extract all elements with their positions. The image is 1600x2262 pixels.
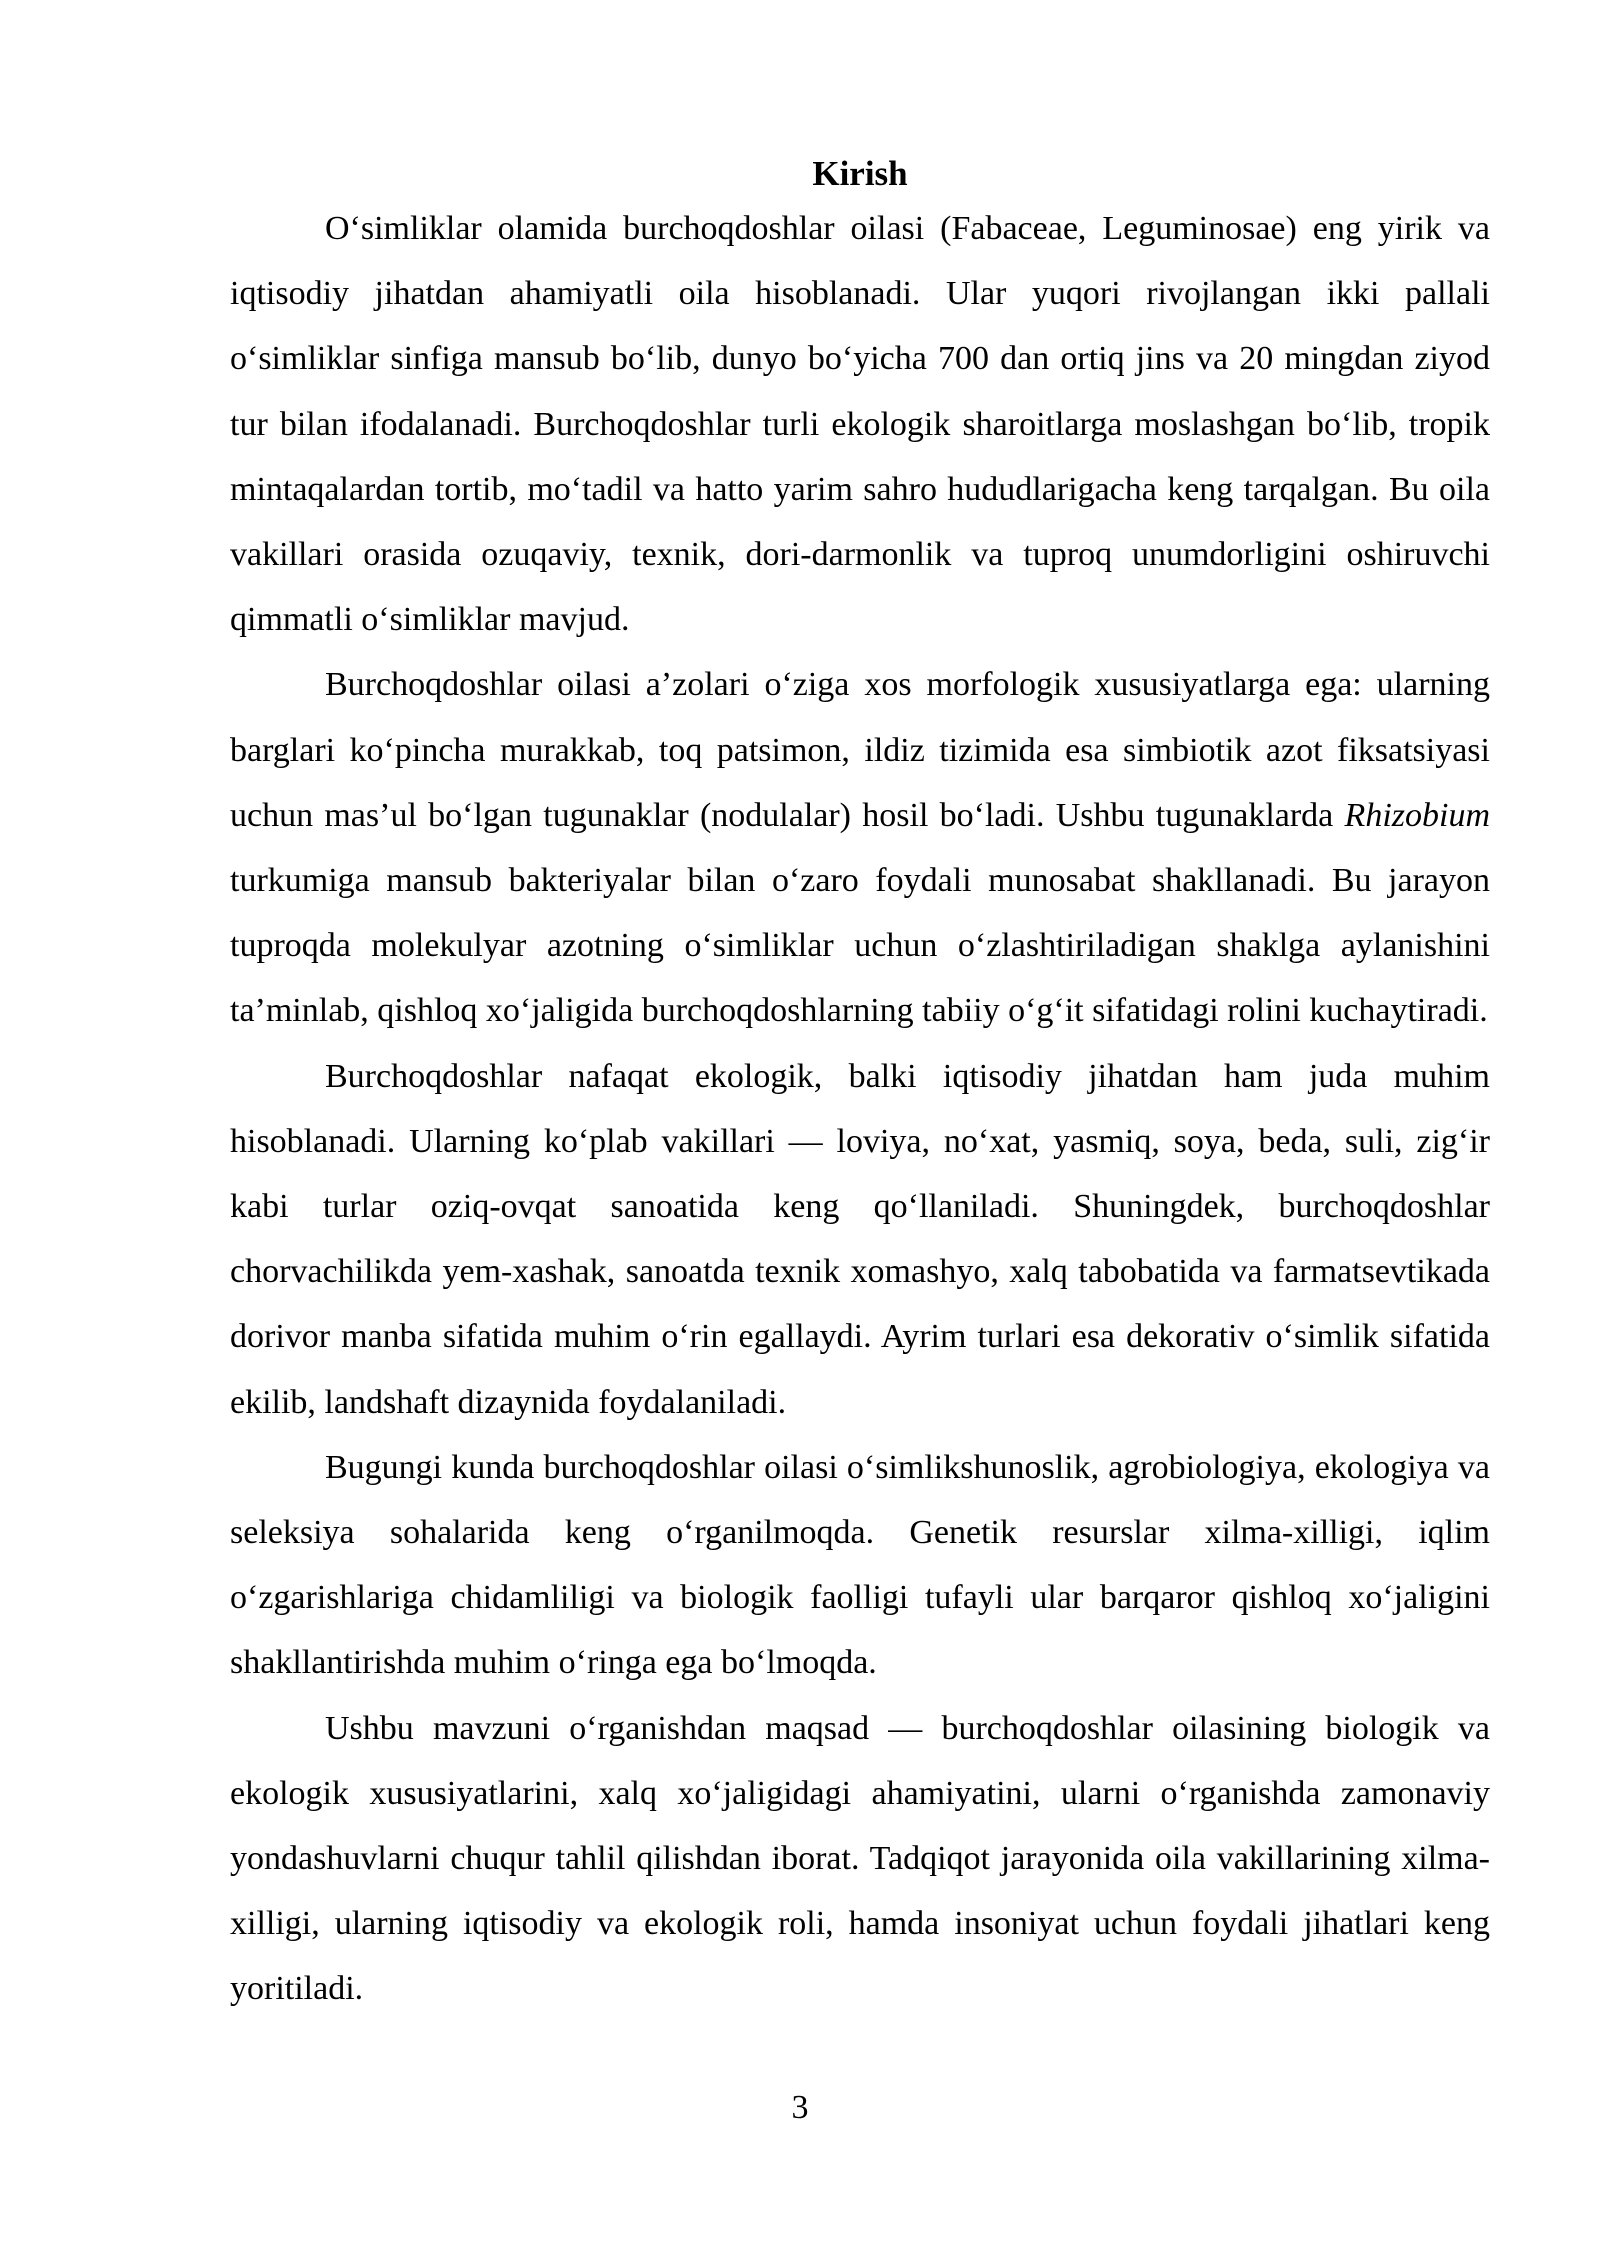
paragraph-economic-importance: Burchoqdoshlar nafaqat ekologik, balki iqtisodiy jihatdan ham juda muhim hisoblanadi. Ularning ko‘plab vakillari — loviya, no‘xat, yasmiq, soya, beda, suli, zig‘ir kabi turlar oziq-ovqat sanoatida keng qo‘llaniladi. Shuningdek, burchoqdoshlar chorvachilikda yem-xashak, sanoatda texnik xomashyo, xalq tabobatida va farmatsevtikada dorivor manba sifatida muhim o‘rin egallaydi. Ayrim turlari esa dekorativ o‘simlik sifatida ekilib, landshaft dizaynida foydalaniladi. — [230, 1057, 1490, 1421]
paragraph-intro: O‘simliklar olamida burchoqdoshlar oilasi (Fabaceae, Leguminosae) eng yirik va iqtisodiy jihatdan ahamiyatli oila hisoblanadi. Ular yuqori rivojlangan ikki pallali o‘simliklar sinfiga mansub bo‘lib, dunyo bo‘yicha 700 dan ortiq jins va 20 mingdan ziyod tur bilan ifodalanadi. Burchoqdoshlar turli ekologik sharoitlarga moslashgan bo‘lib, tropik mintaqalardan tortib, mo‘tadil va hatto yarim sahro hududlarigacha keng tarqalgan. Bu oila vakillari orasida ozuqaviy, texnik, dori-darmonlik va tuproq unumdorligini oshiruvchi qimmatli o‘simliklar mavjud. — [230, 210, 1490, 639]
paragraph-research-today: Bugungi kunda burchoqdoshlar oilasi o‘simlikshunoslik, agrobiologiya, ekologiya va seleksiya sohalarida keng o‘rganilmoqda. Genetik resurslar xilma-xilligi, iqlim o‘zgarishlariga chidamliligi va biologik faolligi tufayli ular barqaror qishloq xo‘jaligini shakllantirishda muhim o‘ringa ega bo‘lmoqda. — [230, 1448, 1490, 1682]
document-body — [230, 152, 1490, 2022]
paragraph-morphology-part-2: turkumiga mansub bakteriyalar bilan o‘zaro foydali munosabat shakllanadi. Bu jarayon tuproqda molekulyar azotning o‘simliklar uchun o‘zlashtiriladigan shaklga aylanishini ta’minlab, qishloq xo‘jaligida burchoqdoshlarning tabiiy o‘g‘it sifatidagi rolini kuchaytiradi. — [230, 862, 1490, 1030]
paragraph-morphology-part-1: Burchoqdoshlar oilasi a’zolari o‘ziga xos morfologik xususiyatlarga ega: ularning barglari ko‘pincha murakkab, toq patsimon, ildiz tizimida esa simbiotik azot fiksatsiyasi uchun mas’ul bo‘lgan tugunaklar (nodulalar) hosil bo‘ladi. Ushbu tugunaklarda — [230, 666, 1490, 834]
paragraph-morphology — [230, 652, 1490, 1043]
page-number: 3 — [791, 2089, 809, 2126]
rhizobium-italic-term: Rhizobium — [1344, 796, 1490, 834]
section-heading: Kirish — [812, 154, 908, 193]
paragraph-study-aim: Ushbu mavzuni o‘rganishdan maqsad — burchoqdoshlar oilasining biologik va ekologik xususiyatlarini, xalq xo‘jaligidagi ahamiyatini, ularni o‘rganishda zamonaviy yondashuvlarni chuqur tahlil qilishdan iborat. Tadqiqot jarayonida oila vakillarining xilma-xilligi, ularning iqtisodiy va ekologik roli, hamda insoniyat uchun foydali jihatlari keng yoritiladi. — [230, 1709, 1490, 2008]
